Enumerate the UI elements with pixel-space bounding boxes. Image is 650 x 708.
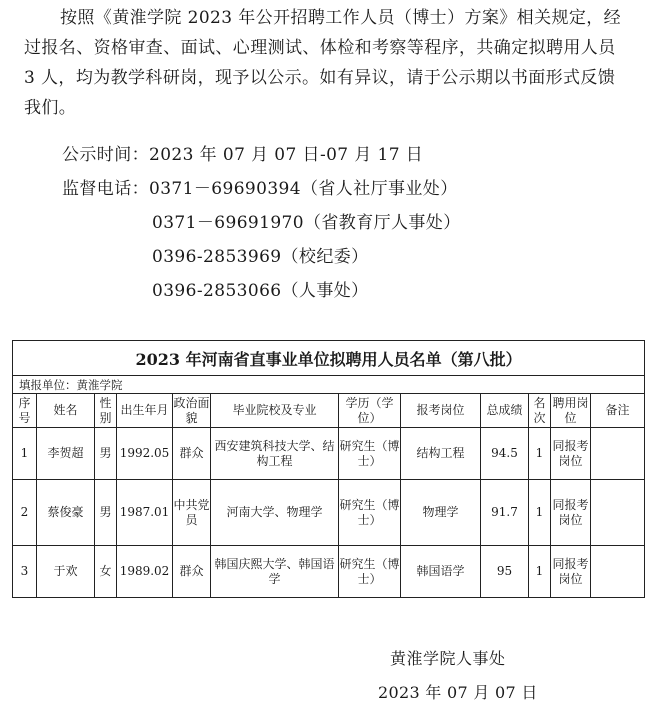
cell-degree: 研究生（博士） <box>339 480 401 546</box>
table-row <box>13 480 645 546</box>
cell-no: 2 <box>13 480 37 546</box>
table-header-row <box>13 394 645 428</box>
cell-remark <box>591 428 645 480</box>
cell-birth: 1992.05 <box>117 428 173 480</box>
supervision-phone-label: 监督电话： <box>62 179 149 199</box>
candidate-table-wrapper <box>12 340 644 598</box>
cell-no: 1 <box>13 428 37 480</box>
cell-remark <box>591 480 645 546</box>
header-gender: 性别 <box>95 394 117 428</box>
reporting-unit: 填报单位：黄淮学院 <box>13 376 645 394</box>
supervision-phone <box>62 174 458 204</box>
header-degree: 学历（学位） <box>339 394 401 428</box>
cell-political: 中共党员 <box>173 480 211 546</box>
publicity-period <box>62 140 423 170</box>
header-position: 报考岗位 <box>401 394 481 428</box>
cell-rank: 1 <box>529 546 551 598</box>
header-hire-post: 聘用岗位 <box>551 394 591 428</box>
cell-hire-post: 同报考岗位 <box>551 546 591 598</box>
phone-1: 0371－69690394（省人社厅事业处） <box>149 179 458 199</box>
cell-school: 韩国庆熙大学、韩国语学 <box>211 546 339 598</box>
table-title: 2023 年河南省直事业单位拟聘用人员名单（第八批） <box>13 341 645 376</box>
cell-name: 蔡俊豪 <box>37 480 95 546</box>
header-birth: 出生年月 <box>117 394 173 428</box>
cell-rank: 1 <box>529 428 551 480</box>
cell-remark <box>591 546 645 598</box>
cell-hire-post: 同报考岗位 <box>551 428 591 480</box>
cell-school: 河南大学、物理学 <box>211 480 339 546</box>
table-row <box>13 428 645 480</box>
header-school: 毕业院校及专业 <box>211 394 339 428</box>
header-name: 姓名 <box>37 394 95 428</box>
publicity-period-label: 公示时间： <box>62 145 149 165</box>
cell-position: 结构工程 <box>401 428 481 480</box>
cell-name: 李贺超 <box>37 428 95 480</box>
cell-gender: 男 <box>95 480 117 546</box>
phone-3: 0396-2853969（校纪委） <box>152 247 369 267</box>
cell-score: 95 <box>481 546 529 598</box>
publicity-period-value: 2023 年 07 月 07 日-07 月 17 日 <box>149 145 424 165</box>
notice-paragraph: 按照《黄淮学院 2023 年公开招聘工作人员（博士）方案》相关规定，经过报名、资格审查、面试、心理测试、体检和考察等程序，共确定拟聘用人员 3 人，均为教学科研岗，现予以公示。如有异议，请于公示期以书面形式反馈我们。 <box>24 8 622 118</box>
cell-degree: 研究生（博士） <box>339 428 401 480</box>
header-score: 总成绩 <box>481 394 529 428</box>
table-row <box>13 546 645 598</box>
cell-score: 91.7 <box>481 480 529 546</box>
phone-4: 0396-2853066（人事处） <box>152 281 369 301</box>
header-no: 序号 <box>13 394 37 428</box>
cell-rank: 1 <box>529 480 551 546</box>
header-remark: 备注 <box>591 394 645 428</box>
cell-birth: 1989.02 <box>117 546 173 598</box>
candidate-table <box>12 340 645 598</box>
cell-position: 物理学 <box>401 480 481 546</box>
header-rank: 名次 <box>529 394 551 428</box>
cell-name: 于欢 <box>37 546 95 598</box>
cell-school: 西安建筑科技大学、结构工程 <box>211 428 339 480</box>
cell-hire-post: 同报考岗位 <box>551 480 591 546</box>
cell-gender: 女 <box>95 546 117 598</box>
cell-score: 94.5 <box>481 428 529 480</box>
phone-2: 0371－69691970（省教育厅人事处） <box>152 213 461 233</box>
signature-date: 2023 年 07 月 07 日 <box>378 683 538 702</box>
cell-political: 群众 <box>173 546 211 598</box>
cell-no: 3 <box>13 546 37 598</box>
cell-gender: 男 <box>95 428 117 480</box>
header-political: 政治面貌 <box>173 394 211 428</box>
cell-position: 韩国语学 <box>401 546 481 598</box>
cell-political: 群众 <box>173 428 211 480</box>
cell-birth: 1987.01 <box>117 480 173 546</box>
signature-org: 黄淮学院人事处 <box>390 649 506 668</box>
cell-degree: 研究生（博士） <box>339 546 401 598</box>
